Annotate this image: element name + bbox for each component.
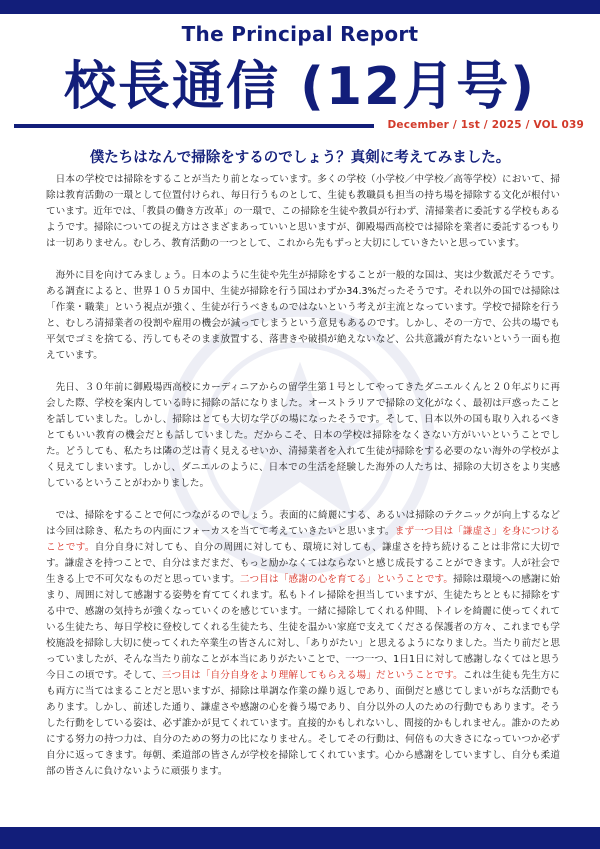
paragraph-2: 海外に目を向けてみましょう。日本のように生徒や先生が掃除をすることが一般的な国は、実は少数派だそうです。ある調査によると、世界１０５カ国中、生徒が掃除を行う国はわずか34.3%だったそうです。それ以外の国では掃除は「作業・職業」という視点が強く、生徒が行うべきものではないという考えが主流となっています。学校で掃除を行うと、むしろ清掃業者の役割や雇用の機会が減ってしまうという意見もあるのです。しかし、その一方で、公共の場でも平気でゴミを捨てる、汚してもそのまま放置する、落書きや破損が絶えないなど、公共意識が育たないという一面も抱えています。 [46, 270, 560, 361]
report-title-jp: 校長通信 (12月号) [64, 57, 536, 117]
paragraph-3: 先日、３０年前に御殿場西高校にカーディニアからの留学生第１号としてやってきたダニエルくんと２０年ぶりに再会した際、学校を案内している時に掃除の話になりました。オーストラリアで掃除の文化がなく、最初は戸惑ったことを話していました。しかし、掃除はとても大切な学びの場になったそうです。そして、日本以外の国も取り入れるべきとてもいい教育の機会だとも話していました。だからこそ、日本の学校は掃除をなくさない方がいいということでした。どうしても、私たちは隣の芝は青く見えるせいか、清掃業者を入れて生徒が掃除をする必要のない海外の学校がよく見えてしまいます。しかし、ダニエルのように、日本での生活を経験した海外の人たちは、掃除の大切さをより実感しているということがわかりました。 [46, 382, 560, 489]
top-band [0, 0, 600, 14]
issue-date: December / 1st / 2025 / VOL 039 [387, 119, 584, 131]
bottom-band [0, 827, 600, 849]
point-3-highlight: 三つ目は「自分自身をより理解してもらえる場」だということです。 [161, 670, 463, 681]
point-1-highlight: まず一つ目は「謙虚さ」を身につけることです。 [46, 526, 560, 553]
header-rule [14, 124, 374, 128]
paragraph-4-intro: では、掃除をすることで何につながるのでしょう。表面的に綺麗にする、あるいは掃除のテクニックが向上するなどは今回は除き、私たちの内面にフォーカスを当てて考えていきたいと思います。 [46, 510, 560, 537]
paragraph-4 [46, 508, 560, 780]
paragraph-4-body-1: 自分自身に対しても、自分の周囲に対しても、環境に対しても、謙虚さを持ち続けることは非常に大切です。謙虚さを持つことで、自分はまだまだ、もっと励かなくてはならないと感じ成長することができます。人が社会で生きる上で不可欠なものだと思っています。 [46, 542, 561, 585]
report-title-en: The Principal Report [181, 22, 419, 46]
point-2-highlight: 二つ目は「感謝の心を育てる」ということです。 [239, 574, 454, 585]
paragraph-1: 日本の学校では掃除をすることが当たり前となっています。多くの学校（小学校／中学校／高等学校）において、掃除は教育活動の一環として位置付けられ、毎日行うものとして、生徒も教職員も担当の持ち場を掃除する文化が根付いています。近年では、「教員の働き方改革」の一環で、この掃除を生徒や教員が行わず、清掃業者に委託する学校もあるようです。掃除についての捉え方はさまざまあっていいと思いますが、御殿場西高校では掃除を業者に委託するつもりは一切ありません。むしろ、教育活動の一つとして、これから先もずっと大切にしていきたいと思っています。 [46, 174, 560, 249]
article-body [46, 172, 560, 780]
paragraph-4-body-3: これは生徒も先生方にも両方に当てはまることだと思いますが、掃除は単調な作業の繰り返しであり、面倒だと感じてしまいがちな活動でもあります。しかし、前述した通り、謙虚さや感謝の心を養う場であり、自分以外の人のための行動でもあります。そうした行動をしている姿は、必ず誰かが見てくれています。直接的かもしれないし、間接的かもしれません。誰かのためにする努力の持つ力は、自分のための努力の比になりません。そしてその行動は、何倍もの大きさになっていつか必ず自分に返ってきます。毎朝、柔道部の皆さんが学校を掃除してくれています。心から感謝をしていますし、自分も柔道部の皆さんに負けないように頑張ります。 [46, 670, 561, 777]
article-headline: 僕たちはなんで掃除をするのでしょう？真剣に考えてみました。 [89, 150, 511, 166]
paragraph-4-body-2: 掃除は環境への感謝に始まり、周囲に対して感謝する姿勢を育ててくれます。私もトイレ掃除を担当していますが、生徒たちとともに掃除をする中で、感謝の気持ちが強くなっていくのを感じています。一緒に掃除してくれる仲間、トイレを綺麗に使ってくれている生徒たち、毎日学校に登校してくれる生徒たち、生徒を温かい家庭で支えてくださる保護者の方々、これまでも学校施設を掃除し大切に使ってくれた卒業生の皆さんに対し、「ありがたい」と思えるようになりました。当たり前だと思っていましたが、そんな当たり前なことが本当にありがたいことで、一つ一つ、1日1日に対して感謝しなくてはと思う今日この頃です。そして、 [46, 574, 561, 681]
